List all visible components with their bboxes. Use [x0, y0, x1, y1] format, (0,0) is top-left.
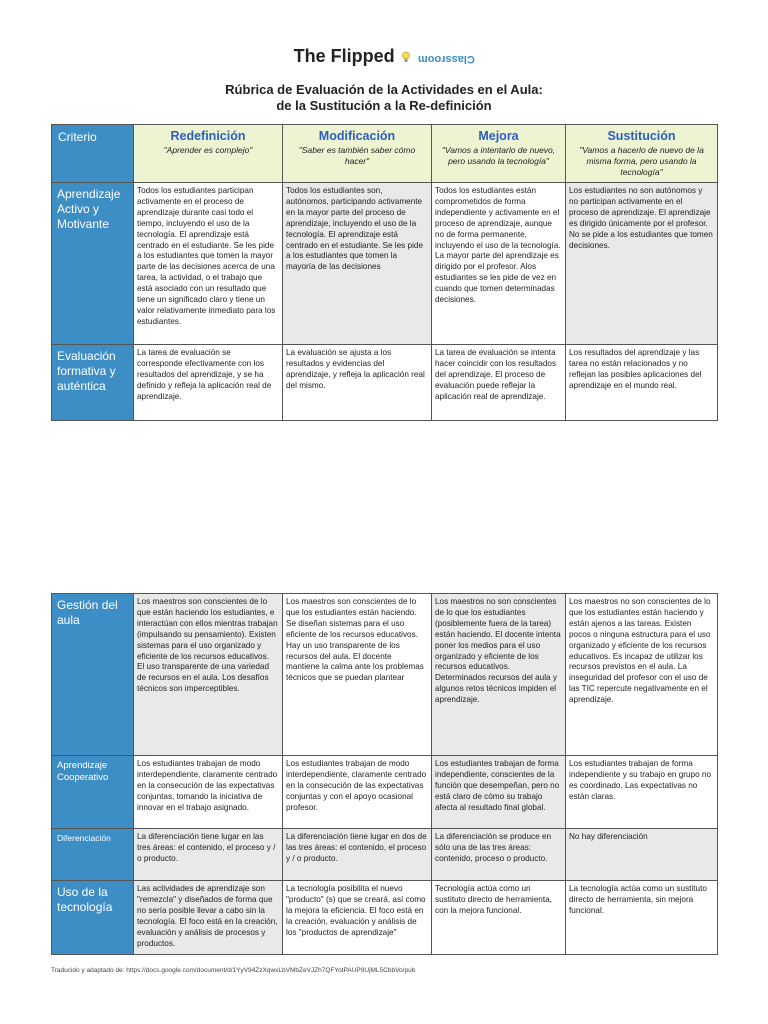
rubric-cell: Todos los estudiantes son, autónomos, participando activamente en la mayor parte del proceso de aprendizaje, incluyendo el uso de la tecnología. El aprendizaje está centrado en el estudiante. Se les pide a los estudiantes que tomen la mayoría de las decisiones	[283, 183, 432, 345]
level-name: Modificación	[318, 129, 396, 143]
level-header-redefinicion	[134, 125, 283, 183]
rubric-cell: La diferenciación tiene lugar en dos de las tres áreas: el contenido, el proceso y / o producto.	[283, 829, 432, 881]
rubric-cell: Las actividades de aprendizaje son "remezcla" y diseñados de forma que no sería posible llevar a cabo sin la tecnología. El foco está en la creación, evaluación y análisis de procesos y productos.	[134, 881, 283, 955]
rubric-cell: Los estudiantes trabajan de forma independiente, conscientes de la función que desempeñan, pero no está claro de cómo su trabajo afecta al resultado final global.	[432, 756, 566, 829]
rubric-cell: La diferenciación se produce en sólo una de las tres áreas: contenido, proceso o producto.	[432, 829, 566, 881]
table-row	[52, 756, 718, 829]
document-title	[0, 82, 768, 114]
flipped-classroom-logo	[0, 46, 768, 67]
level-quote: "Aprender es complejo"	[163, 145, 253, 155]
rubric-cell: Tecnología actúa como un sustituto directo de herramienta, con la mejora funcional.	[432, 881, 566, 955]
rubric-cell: Los maestros son conscientes de lo que los estudiantes están haciendo. Se diseñan sistemas para el uso eficiente de los recursos educativos. Hay un uso transparente de los recursos del aula. El docente mantiene la calma ante los problemas técnicos que se puedan plantear	[283, 594, 432, 756]
level-quote: "Vamos a hacerlo de nuevo de la misma forma, pero usando la tecnología"	[579, 145, 704, 177]
table-row	[52, 881, 718, 955]
rubric-table-part-1	[51, 124, 718, 421]
rubric-cell: Los resultados del aprendizaje y las tarea no están relacionados y no reflejan las posibles aplicaciones del aprendizaje en el mundo real.	[566, 345, 718, 421]
title-line-2: de la Sustitución a la Re-definición	[276, 98, 492, 113]
table-row	[52, 594, 718, 756]
header-row	[52, 125, 718, 183]
rubric-cell: La evaluación se ajusta a los resultados y evidencias del aprendizaje, y refleja la aplicación real del mismo.	[283, 345, 432, 421]
lightbulb-icon	[401, 51, 411, 63]
rubric-cell: Los estudiantes trabajan de forma independiente y su trabajo en grupo no es coordinado. Las expectativas no están claras.	[566, 756, 718, 829]
level-header-modificacion	[283, 125, 432, 183]
criterion-header: Criterio	[52, 125, 134, 183]
criterion-cell	[52, 183, 134, 345]
title-line-1: Rúbrica de Evaluación de la Actividades en el Aula:	[225, 82, 543, 97]
rubric-cell: No hay diferenciación	[566, 829, 718, 881]
rubric-cell: Todos los estudiantes participan activamente en el proceso de aprendizaje durante casi todo el tiempo, incluyendo el uso de la tecnología. El aprendizaje está centrado en el estudiante. Se les pide a los estudiantes que tomen la mayor parte de las decisiones acerca de una tarea, la actividad, o el trabajo que está asociado con un resultado que tiene un significado claro y tiene un valor relativamente inmediato para los estudiantes.	[134, 183, 283, 345]
level-quote: "Saber es también saber cómo hacer"	[298, 145, 416, 166]
criterion-cell	[52, 829, 134, 881]
criterion-label: Uso de la tecnología	[57, 885, 113, 914]
rubric-cell: La tecnología actúa como un sustituto directo de herramienta, sin mejora funcional.	[566, 881, 718, 955]
rubric-table-part-2	[51, 593, 718, 955]
rubric-cell: Los estudiantes trabajan de modo interdependiente, claramente centrado en la consecución de las expectativas conjuntas y con el apoyo ocasional profesor.	[283, 756, 432, 829]
table-row	[52, 345, 718, 421]
logo-main-text: The Flipped	[293, 46, 395, 66]
rubric-cell: Los estudiantes trabajan de modo interdependiente, claramente centrado en la consecución de las expectativas conjuntas, tomando la iniciativa de innovar en el trabajo asignado.	[134, 756, 283, 829]
rubric-cell: La tarea de evaluación se corresponde efectivamente con los resultados del aprendizaje, y se ha definido y refleja la aplicación real de aprendizaje.	[134, 345, 283, 421]
table-row	[52, 183, 718, 345]
rubric-cell: La tarea de evaluación se intenta hacer coincidir con los resultados del aprendizaje. El proceso de evaluación puede reflejar la aplicación real de aprendizaje.	[432, 345, 566, 421]
criterion-cell	[52, 345, 134, 421]
level-header-sustitucion	[566, 125, 718, 183]
level-header-mejora	[432, 125, 566, 183]
criterion-label: Gestión del aula	[57, 598, 118, 627]
rubric-cell: Todos los estudiantes están comprometidos de forma independiente y activamente en el proceso de aprendizaje, aunque no de forma permanente, incluyendo el uso de la tecnología. La mayor parte del aprendizaje es dirigido por el profesor. Alos estudiantes se les pide de vez en cuando que tomen determinadas decisiones.	[432, 183, 566, 345]
criterion-label: Aprendizaje Cooperativo	[57, 760, 109, 783]
rubric-cell: Los maestros no son conscientes de lo que los estudiantes (posiblemente fuera de la tarea) están haciendo. El docente intenta poner los medios para el uso organizado y eficiente de los recursos educativos. Determinados recursos del aula y algunos retos técnicos impiden el aprendizaje.	[432, 594, 566, 756]
criterion-label: Evaluación formativa y auténtica	[57, 349, 116, 393]
table-row	[52, 829, 718, 881]
rubric-cell: Los maestros no son conscientes de lo que los estudiantes están haciendo y están ajenos a las tareas. Existen pocos o ninguna estructura para el uso organizado y eficiente de los recursos educativos. Es incapaz de utilizar los recursos previstos en el aula. La inseguridad del profesor con el uso de las TIC repercute negativamente en el aprendizaje.	[566, 594, 718, 756]
rubric-cell: La tecnología posibilita el nuevo "producto" (s) que se creará, así como la mejora la eficiencia. El foco está en la creación, evaluación y análisis de los "productos de aprendizaje"	[283, 881, 432, 955]
level-name: Redefinición	[170, 129, 246, 143]
level-name: Mejora	[478, 129, 519, 143]
logo-sub-text: Classroom	[417, 53, 475, 65]
source-credit: Traducido y adaptado de: https://docs.google.com/document/d/1YyV94ZzXqwxLbVMbZeVJZh7QFYotPAUP9UjML5CbbVo/pub	[51, 967, 416, 974]
criterion-cell	[52, 881, 134, 955]
criterion-label: Aprendizaje Activo y Motivante	[57, 187, 121, 231]
criterion-cell	[52, 594, 134, 756]
rubric-cell: Los maestros son conscientes de lo que están haciendo los estudiantes, e interactúan con ellos mientras trabajan (impulsando su pensamiento). Existen sistemas para el uso organizado y eficiente de los recursos educativos. El uso transparente de una variedad de recursos en el aula. Los desafíos técnicos son imperceptibles.	[134, 594, 283, 756]
level-name: Sustitución	[607, 129, 676, 143]
criterion-label: Diferenciación	[57, 833, 111, 843]
criterion-cell	[52, 756, 134, 829]
rubric-cell: La diferenciación tiene lugar en las tres áreas: el contenido, el proceso y / o producto.	[134, 829, 283, 881]
level-quote: "Vamos a intentarlo de nuevo, pero usando la tecnología"	[441, 145, 556, 166]
rubric-cell: Los estudiantes no son autónomos y no participan activamente en el proceso de aprendizaje. El aprendizaje es dirigido únicamente por el profesor. No se pide a los estudiantes que tomen decisiones.	[566, 183, 718, 345]
